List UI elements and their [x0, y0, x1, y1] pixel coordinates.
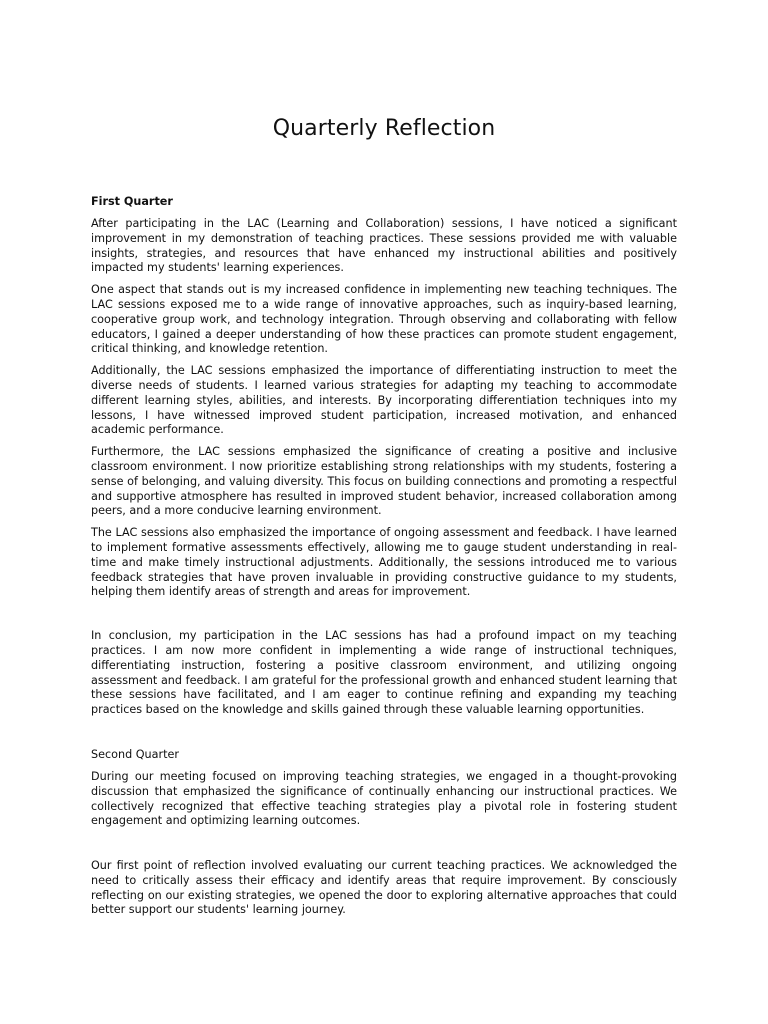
paragraph: Additionally, the LAC sessions emphasized the importance of differentiating instruction to meet the diverse needs of students. I learned various strategies for adapting my teaching to accommodate different learning styles, abilities, and interests. By incorporating differentiation techniques into my lessons, I have witnessed improved student participation, increased motivation, and enhanced academic performance.	[91, 364, 677, 437]
paragraph: The LAC sessions also emphasized the importance of ongoing assessment and feedback. I have learned to implement formative assessments effectively, allowing me to gauge student understanding in real-time and make timely instructional adjustments. Additionally, the sessions introduced me to various feedback strategies that have proven invaluable in providing constructive guidance to my students, helping them identify areas of strength and areas for improvement.	[91, 526, 677, 599]
paragraph: Our first point of reflection involved evaluating our current teaching practices. We acknowledged the need to critically assess their efficacy and identify areas that require improvement. By consciously reflecting on our existing strategies, we opened the door to exploring alternative approaches that could better support our students' learning journey.	[91, 859, 677, 917]
spacer	[91, 607, 677, 629]
conclusion-paragraph: In conclusion, my participation in the LAC sessions has had a profound impact on my teaching practices. I am now more confident in implementing a wide range of instructional techniques, differentiating instruction, fostering a positive classroom environment, and utilizing ongoing assessment and feedback. I am grateful for the professional growth and enhanced student learning that these sessions have facilitated, and I am eager to continue refining and expanding my teaching practices based on the knowledge and skills gained through these valuable learning opportunities.	[91, 629, 677, 717]
second-quarter-heading: Second Quarter	[91, 747, 179, 761]
spacer	[91, 725, 677, 747]
paragraph: One aspect that stands out is my increased confidence in implementing new teaching techniques. The LAC sessions exposed me to a wide range of innovative approaches, such as inquiry-based learning, cooperative group work, and technology integration. Through observing and collaborating with fellow educators, I gained a deeper understanding of how these practices can promote student engagement, critical thinking, and knowledge retention.	[91, 283, 677, 356]
paragraph: During our meeting focused on improving teaching strategies, we engaged in a thought-provoking discussion that emphasized the significance of continually enhancing our instructional practices. We collectively recognized that effective teaching strategies play a pivotal role in fostering student engagement and optimizing learning outcomes.	[91, 769, 677, 828]
document-title: Quarterly Reflection	[272, 116, 496, 141]
paragraph: Furthermore, the LAC sessions emphasized the significance of creating a positive and inclusive classroom environment. I now prioritize establishing strong relationships with my students, fostering a sense of belonging, and valuing diversity. This focus on building connections and promoting a respectful and supportive atmosphere has resulted in improved student behavior, increased collaboration among peers, and a more conducive learning environment.	[91, 445, 677, 518]
document-body	[91, 194, 677, 925]
first-quarter-heading: First Quarter	[91, 195, 173, 208]
spacer	[91, 836, 677, 859]
paragraph: After participating in the LAC (Learning and Collaboration) sessions, I have noticed a significant improvement in my demonstration of teaching practices. These sessions provided me with valuable insights, strategies, and resources that have enhanced my instructional abilities and positively impacted my students' learning experiences.	[91, 217, 677, 275]
